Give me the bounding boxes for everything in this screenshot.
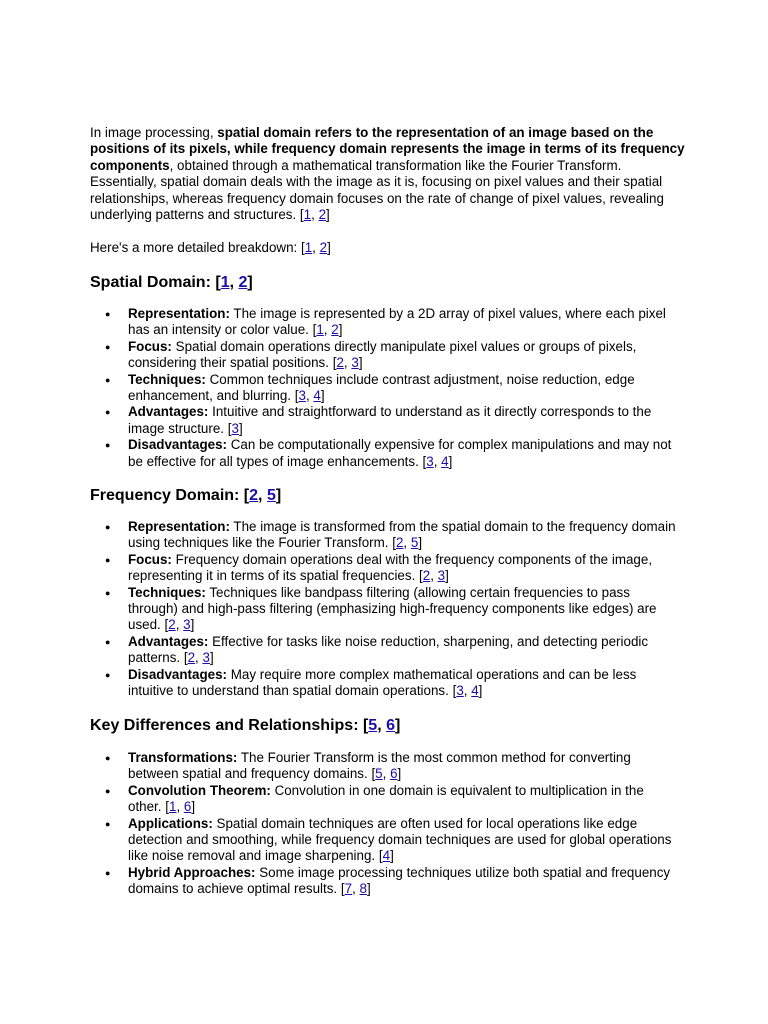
citation-link[interactable]: 5	[266, 487, 276, 504]
list-item	[90, 667, 680, 700]
citation-link[interactable]: 4	[471, 683, 479, 699]
citation-link[interactable]: 2	[331, 322, 339, 338]
item-label: Focus:	[128, 551, 172, 567]
citation-group: [3, 4]	[452, 683, 483, 699]
item-text: May require more complex mathematical operations and can be less intuitive to understand than spatial domain operations.	[128, 666, 637, 699]
item-text: Spatial domain operations directly manipulate pixel values or groups of pixels, considering their spatial positions.	[128, 338, 637, 371]
item-label: Techniques:	[128, 584, 206, 600]
citation-link[interactable]: 3	[437, 568, 446, 584]
citation-link[interactable]: 1	[316, 322, 324, 338]
citation-link[interactable]: 3	[202, 650, 210, 666]
citation-group: [7, 8]	[340, 881, 371, 897]
item-label: Disadvantages:	[128, 666, 227, 682]
citation-link[interactable]: 4	[382, 848, 391, 864]
citation-group: [1, 2]	[312, 322, 343, 338]
section-heading-frequency: Frequency Domain: [2, 5]	[90, 487, 282, 504]
citation-link[interactable]: 8	[359, 881, 367, 897]
list-item	[90, 552, 680, 585]
item-text: Frequency domain operations deal with the frequency components of the image, representing it in terms of its spatial frequencies.	[128, 551, 653, 584]
item-text: Some image processing techniques utilize both spatial and frequency domains to achieve optimal results.	[128, 864, 671, 897]
citation-link[interactable]: 7	[344, 881, 353, 897]
intro-paragraph	[90, 125, 690, 223]
citation-link[interactable]: 3	[298, 388, 306, 404]
citation-link[interactable]: 2	[187, 650, 196, 666]
citation-link[interactable]: 1	[168, 799, 177, 815]
citation-group: [3]	[227, 420, 243, 436]
spatial-domain-list	[90, 306, 680, 470]
citation-link[interactable]: 5	[368, 717, 378, 734]
item-text: Effective for tasks like noise reduction, sharpening, and detecting periodic patterns.	[128, 633, 649, 666]
section-title: Spatial Domain:	[90, 274, 211, 291]
citation-link[interactable]: 2	[318, 207, 327, 223]
item-text: Techniques like bandpass filtering (allowing certain frequencies to pass through) and high-pass filtering (emphasizing high-frequency components like edges) are used.	[128, 584, 657, 633]
citation-link[interactable]: 3	[351, 355, 359, 371]
citation-link[interactable]: 2	[395, 535, 404, 551]
citation-group: [3, 4]	[422, 453, 453, 469]
item-label: Representation:	[128, 519, 230, 534]
intro-rest: , obtained through a mathematical transformation like the Fourier Transform. Essentially, spatial domain deals with the image as it is, focusing on pixel values and their spatial relationships, whereas frequency domain focuses on the rate of change of pixel values, revealing underlying patterns and structures.	[90, 157, 664, 223]
citation-group: [4]	[378, 848, 394, 864]
citation-group: [1, 6]	[165, 799, 196, 815]
citation-link[interactable]: 2	[238, 274, 248, 291]
section-heading-key-differences: Key Differences and Relationships: [5, 6]	[90, 717, 401, 734]
citation-link[interactable]: 3	[231, 420, 239, 436]
citation-link[interactable]: 5	[375, 766, 383, 782]
list-item	[90, 519, 680, 552]
list-item	[90, 372, 680, 405]
citation-link[interactable]: 4	[313, 388, 321, 404]
breakdown-text: Here's a more detailed breakdown:	[90, 240, 298, 255]
list-item	[90, 750, 680, 783]
item-label: Advantages:	[128, 404, 209, 420]
list-item	[90, 783, 680, 816]
list-item	[90, 404, 680, 437]
item-text: The image is transformed from the spatial domain to the frequency domain using techniques like the Fourier Transform.	[128, 519, 676, 551]
item-label: Convolution Theorem:	[128, 782, 271, 798]
citation-group: [1, 2]	[299, 207, 330, 223]
citation-group: [3, 4]	[294, 388, 325, 404]
item-label: Advantages:	[128, 633, 209, 649]
item-text: Common techniques include contrast adjustment, noise reduction, edge enhancement, and blurring.	[128, 371, 635, 404]
section-heading-spatial: Spatial Domain: [1, 2]	[90, 274, 253, 291]
list-item	[90, 816, 680, 865]
key-differences-list	[90, 750, 680, 898]
citation-group: [1, 2]	[300, 240, 331, 255]
citation-link[interactable]: 1	[303, 207, 312, 223]
citation-link[interactable]: 5	[410, 535, 419, 551]
section-title: Frequency Domain:	[90, 487, 240, 504]
citation-link[interactable]: 2	[336, 355, 344, 371]
item-text: Can be computationally expensive for complex manipulations and may not be effective for all types of image enhancements.	[128, 437, 672, 469]
list-item	[90, 339, 680, 372]
citation-link[interactable]: 2	[319, 240, 328, 255]
citation-group: [5, 6]	[371, 766, 402, 782]
item-text: Intuitive and straightforward to understand as it directly corresponds to the image structure.	[128, 404, 652, 436]
item-label: Applications:	[128, 815, 213, 831]
citation-link[interactable]: 2	[422, 568, 431, 584]
citation-group: [2, 5]	[392, 535, 423, 551]
list-item	[90, 306, 680, 339]
citation-link[interactable]: 1	[304, 240, 313, 255]
citation-group: [2, 3]	[183, 650, 214, 666]
item-text: The Fourier Transform is the most common method for converting between spatial and frequency domains.	[128, 750, 631, 782]
citation-link[interactable]: 6	[390, 766, 398, 782]
frequency-domain-list	[90, 519, 680, 699]
breakdown-line	[90, 240, 690, 256]
citation-group: [2, 3]	[332, 355, 363, 371]
citation-group: [2, 3]	[419, 568, 449, 584]
citation-link[interactable]: 3	[183, 617, 191, 633]
citation-link[interactable]: 4	[441, 453, 449, 469]
item-text: Convolution in one domain is equivalent to multiplication in the other.	[128, 782, 644, 815]
citation-link[interactable]: 2	[249, 487, 259, 504]
list-item	[90, 865, 680, 898]
intro-lead: In image processing,	[90, 125, 218, 140]
item-label: Representation:	[128, 306, 230, 321]
citation-link[interactable]: 3	[456, 683, 464, 699]
list-item	[90, 437, 680, 470]
citation-link[interactable]: 6	[183, 799, 192, 815]
item-label: Focus:	[128, 338, 172, 354]
citation-link[interactable]: 3	[426, 453, 434, 469]
citation-link[interactable]: 6	[386, 717, 395, 734]
item-label: Transformations:	[128, 750, 238, 765]
item-label: Techniques:	[128, 371, 206, 387]
section-title: Key Differences and Relationships:	[90, 717, 359, 734]
item-text: The image is represented by a 2D array of pixel values, where each pixel has an intensity or color value.	[128, 306, 666, 338]
item-label: Disadvantages:	[128, 437, 227, 453]
list-item	[90, 585, 680, 634]
citation-link[interactable]: 2	[168, 617, 176, 633]
citation-link[interactable]: 1	[220, 274, 230, 291]
list-item	[90, 634, 680, 667]
item-label: Hybrid Approaches:	[128, 864, 256, 880]
intro-bold: spatial domain refers to the representation of an image based on the positions of its pixels, while frequency domain represents the image in terms of its frequency components	[90, 125, 685, 173]
item-text: Spatial domain techniques are often used for local operations like edge detection and smoothing, while frequency domain techniques are used for global operations like noise removal and image sharpening.	[128, 815, 672, 864]
citation-group: [2, 3]	[164, 617, 195, 633]
